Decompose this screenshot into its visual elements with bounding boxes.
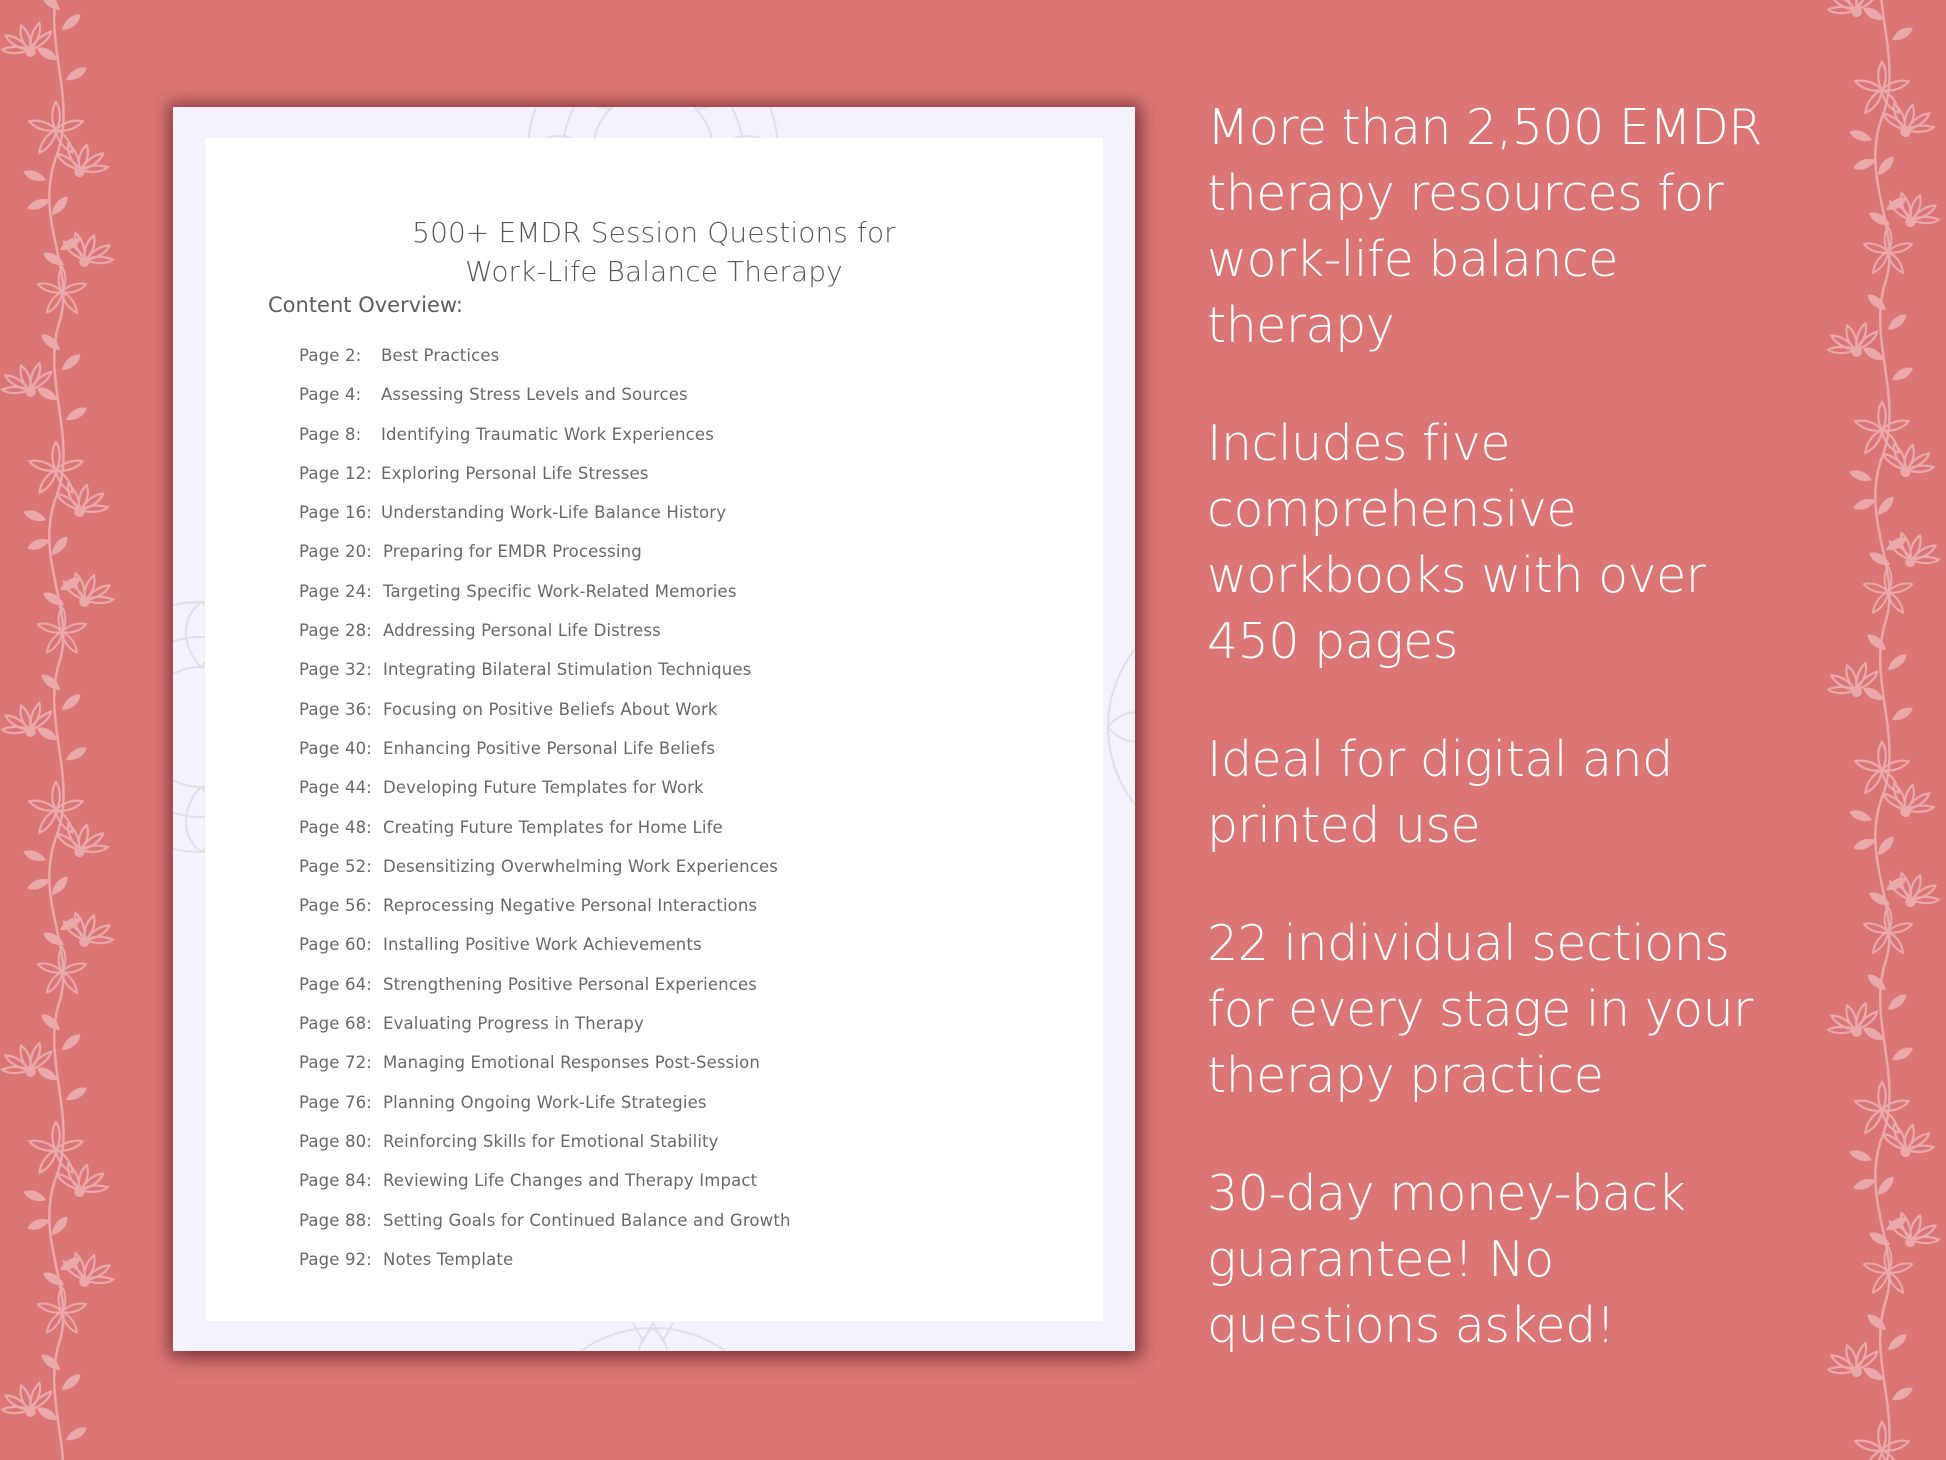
toc-title: Identifying Traumatic Work Experiences: [381, 424, 714, 444]
toc-item: [299, 503, 791, 542]
toc-title: Developing Future Templates for Work: [383, 778, 704, 798]
toc-title: Reinforcing Skills for Emotional Stability: [383, 1131, 719, 1151]
toc-page-number: Page 60:: [299, 935, 372, 955]
feature-line: More than 2,500 EMDR: [1207, 99, 1762, 156]
toc-item: [299, 818, 791, 857]
toc-item: [299, 700, 791, 739]
toc-title: Planning Ongoing Work-Life Strategies: [383, 1092, 707, 1112]
feature-digital-printed: [1207, 727, 1847, 859]
toc-page-number: Page 72:: [299, 1053, 372, 1073]
toc-title: Notes Template: [383, 1249, 514, 1269]
document-paper: [205, 138, 1103, 1321]
toc-page-number: Page 48:: [299, 817, 372, 837]
feature-line: questions asked!: [1207, 1297, 1615, 1354]
toc-title: Addressing Personal Life Distress: [383, 621, 661, 641]
toc-title: Strengthening Positive Personal Experiences: [383, 974, 758, 994]
feature-line: Includes five: [1207, 415, 1510, 472]
toc-item: [299, 346, 791, 385]
toc-title: Reviewing Life Changes and Therapy Impact: [383, 1171, 758, 1191]
document-page-preview: [173, 107, 1135, 1351]
toc-item: [299, 425, 791, 464]
toc-title: Installing Positive Work Achievements: [383, 935, 702, 955]
toc-page-number: Page 16:: [299, 503, 372, 523]
toc-page-number: Page 4:: [299, 385, 362, 405]
floral-border-left: [0, 0, 130, 1460]
table-of-contents: [299, 346, 791, 1289]
feature-guarantee: [1207, 1161, 1847, 1359]
toc-title: Reprocessing Negative Personal Interactions: [383, 896, 758, 916]
feature-resources-count: [1207, 95, 1847, 359]
feature-line: workbooks with over: [1207, 547, 1706, 604]
feature-line: 30-day money-back: [1207, 1165, 1686, 1222]
toc-title: Creating Future Templates for Home Life: [383, 817, 723, 837]
toc-item: [299, 542, 791, 581]
toc-title: Targeting Specific Work-Related Memories: [383, 581, 737, 601]
document-title-line: Work-Life Balance Therapy: [465, 255, 843, 288]
document-title-line: 500+ EMDR Session Questions for: [412, 216, 896, 249]
toc-item: [299, 1250, 791, 1289]
toc-page-number: Page 92:: [299, 1249, 372, 1269]
toc-item: [299, 935, 791, 974]
toc-item: [299, 621, 791, 660]
toc-item: [299, 582, 791, 621]
toc-item: [299, 975, 791, 1014]
toc-page-number: Page 80:: [299, 1131, 372, 1151]
floral-vine-icon: [0, 0, 130, 1460]
feature-workbooks: [1207, 411, 1847, 675]
feature-sections: [1207, 911, 1847, 1109]
toc-item: [299, 896, 791, 935]
toc-title: Desensitizing Overwhelming Work Experiences: [383, 856, 779, 876]
toc-item: [299, 385, 791, 424]
toc-item: [299, 857, 791, 896]
toc-title: Assessing Stress Levels and Sources: [381, 385, 688, 405]
toc-page-number: Page 32:: [299, 660, 372, 680]
toc-page-number: Page 68:: [299, 1014, 372, 1034]
toc-title: Understanding Work-Life Balance History: [381, 503, 727, 523]
toc-page-number: Page 52:: [299, 856, 372, 876]
feature-line: for every stage in your: [1207, 981, 1753, 1038]
feature-line: guarantee! No: [1207, 1231, 1554, 1288]
toc-page-number: Page 28:: [299, 621, 372, 641]
feature-line: 22 individual sections: [1207, 915, 1730, 972]
toc-page-number: Page 12:: [299, 463, 372, 483]
feature-line: printed use: [1207, 797, 1481, 854]
toc-page-number: Page 24:: [299, 581, 372, 601]
feature-line: 450 pages: [1207, 613, 1458, 670]
toc-item: [299, 739, 791, 778]
toc-page-number: Page 8:: [299, 424, 362, 444]
toc-title: Exploring Personal Life Stresses: [381, 463, 649, 483]
toc-item: [299, 778, 791, 817]
feature-line: work-life balance: [1207, 231, 1618, 288]
toc-title: Focusing on Positive Beliefs About Work: [383, 699, 718, 719]
toc-item: [299, 660, 791, 699]
toc-title: Enhancing Positive Personal Life Beliefs: [383, 738, 716, 758]
toc-item: [299, 1132, 791, 1171]
toc-title: Preparing for EMDR Processing: [383, 542, 642, 562]
toc-title: Evaluating Progress in Therapy: [383, 1014, 644, 1034]
content-overview-heading: Content Overview:: [268, 293, 463, 317]
toc-page-number: Page 76:: [299, 1092, 372, 1112]
toc-page-number: Page 20:: [299, 542, 372, 562]
feature-list: [1207, 95, 1847, 1411]
toc-page-number: Page 88:: [299, 1210, 372, 1230]
feature-line: Ideal for digital and: [1207, 731, 1673, 788]
toc-item: [299, 1014, 791, 1053]
document-title: [205, 213, 1103, 291]
toc-item: [299, 1053, 791, 1092]
feature-line: comprehensive: [1207, 481, 1577, 538]
toc-title: Setting Goals for Continued Balance and Growth: [383, 1210, 791, 1230]
feature-line: therapy practice: [1207, 1047, 1604, 1104]
toc-title: Best Practices: [381, 346, 500, 365]
toc-page-number: Page 84:: [299, 1171, 372, 1191]
toc-title: Managing Emotional Responses Post-Session: [383, 1053, 760, 1073]
toc-page-number: Page 44:: [299, 778, 372, 798]
toc-page-number: Page 40:: [299, 738, 372, 758]
toc-page-number: Page 36:: [299, 699, 372, 719]
toc-item: [299, 1093, 791, 1132]
feature-line: therapy: [1207, 297, 1395, 354]
toc-page-number: Page 56:: [299, 896, 372, 916]
toc-page-number: Page 64:: [299, 974, 372, 994]
toc-title: Integrating Bilateral Stimulation Techniques: [383, 660, 752, 680]
toc-item: [299, 1171, 791, 1210]
toc-item: [299, 464, 791, 503]
toc-item: [299, 1211, 791, 1250]
toc-page-number: Page 2:: [299, 346, 362, 365]
feature-line: therapy resources for: [1207, 165, 1724, 222]
